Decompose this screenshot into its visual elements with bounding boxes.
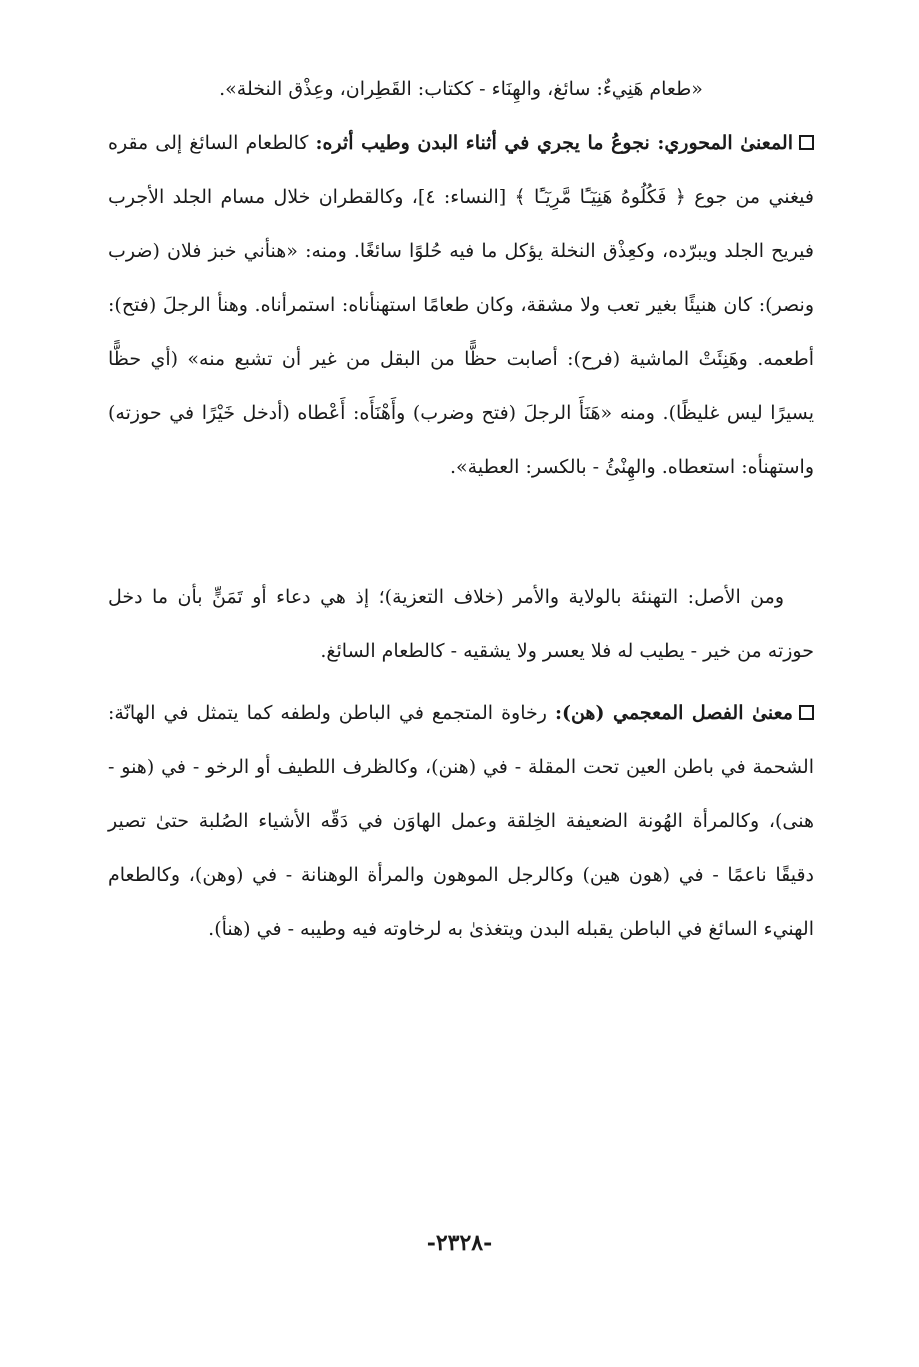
section-heading: معنىٰ الفصل المعجمي (هن):: [554, 702, 793, 724]
paragraph-lexical-meaning: [108, 686, 814, 956]
definition-line: «طعام هَنِيءٌ: سائغ، والهِنَاء - ككتاب: القَطِران، وعِذْق النخلة».: [219, 78, 703, 100]
paragraph-text: رخاوة المتجمع في الباطن ولطفه كما يتمثل في الهانّة: الشحمة في باطن العين تحت المقلة - في (هنن)، وكالظرف اللطيف أو الرخو - في (هنو - هنى)، وكالمرأة الهُونة الضعيفة الخِلقة وعمل الهاوَن في دَقّه الأشياء الصُلبة حتىٰ تصير دقيقًا ناعمًا - في (هون هين) وكالرجل الموهون والمرأة الوهنانة - في (وهن)، وكالطعام الهنيء السائغ في الباطن يقبله البدن ويتغذىٰ به لرخاوته فيه وطيبه - في (هنأ).: [108, 702, 814, 940]
paragraph-text: كالطعام السائغ إلى مقره فيغني من جوع ﴿ فَكُلُوهُ هَنِيٓـًٔا مَّرِيٓـًٔا ﴾ [النساء: ٤]، وكالقطران خلال مسام الجلد الأجرب فيريح الجلد ويبرّده، وكعِذْق النخلة يؤكل ما فيه حُلوًا سائغًا. ومنه: «هنأني خبز فلان (ضرب ونصر): كان هنيئًا بغير تعب ولا مشقة، وكان طعامًا استهنأناه: استمرأناه. وهنأ الرجلَ (فتح): أطعمه. وهَنِئَتْ الماشية (فرح): أصابت حظًّا من البقل من غير أن تشبع منه» (أي حظًّا يسيرًا ليس غليظًا). ومنه «هَنَأَ الرجلَ (فتح وضرب) وأَهْنَأَه: أَعْطاه (أدخل خَيْرًا في حوزته) واستهنأه: استعطاه. والهِنْئُ - بالكسر: العطية».: [108, 132, 814, 478]
text-block-bottom: [108, 686, 814, 956]
paragraph-core-meaning: [108, 116, 814, 494]
text-block-middle: [108, 570, 814, 678]
text-block-top: [108, 62, 814, 494]
paragraph-origin: ومن الأصل: التهنئة بالولاية والأمر (خلاف التعزية)؛ إذ هي دعاء أو تَمَنٍّ بأن ما دخل حوزته من خير - يطيب له فلا يعسر ولا يشقيه - كالطعام السائغ.: [108, 586, 814, 662]
square-bullet-icon: [799, 705, 814, 720]
section-heading: المعنىٰ المحوري: نجوعُ ما يجري في أثناء البدن وطيب أثره:: [315, 132, 794, 154]
page-number: -٢٣٢٨-: [426, 1230, 493, 1256]
square-bullet-icon: [799, 135, 814, 150]
